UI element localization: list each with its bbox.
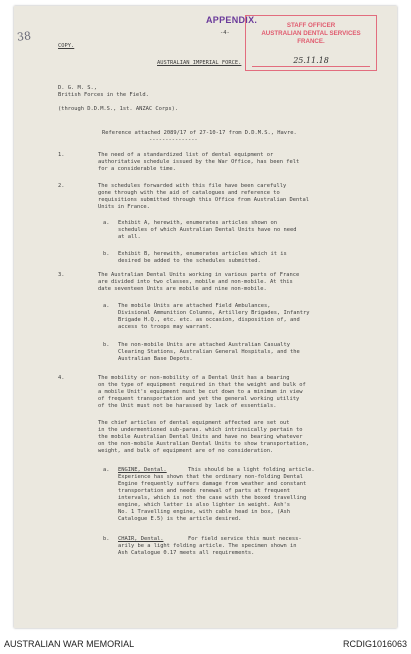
- para-line: requisitions submitted through this Office from Australian Dental: [98, 197, 309, 203]
- reference-rule: ---------------: [149, 137, 198, 143]
- para-line: transportation and needs renewal of parts at frequent: [118, 488, 291, 494]
- para-number: a.: [103, 467, 110, 473]
- para-line: engine, which latter is also lighter in weight. Ash's: [118, 502, 291, 508]
- para-line: The schedules forwarded with this file have been carefully: [98, 183, 287, 189]
- para-line: The chief articles of dental equipment affected are set out: [98, 420, 290, 426]
- document-title: AUSTRALIAN IMPERIAL FORCE.: [157, 60, 242, 66]
- para-number: 1.: [58, 152, 65, 158]
- para-line: in the undermentioned sub-paras. which intrinsically pertain to: [98, 427, 303, 433]
- address-line-1: D. G. M. S.,: [58, 85, 97, 91]
- para-line: a mobile Unit's equipment must be cut down to a minimum in view: [98, 389, 303, 395]
- para-line: desired be added to the schedules submitted.: [118, 258, 261, 264]
- para-heading: CHAIR, Dental.: [118, 536, 164, 542]
- para-line: at all.: [118, 234, 141, 240]
- para-line: The need of a standardized list of dental equipment or: [98, 152, 274, 158]
- para-line: Clearing Stations, Australian General Hospitals, and the: [118, 349, 300, 355]
- reference-line: Reference attached 2089/17 of 27-10-17 from D.D.M.S., Havre.: [102, 130, 297, 136]
- para-line: on the non-mobile Australian Dental Units to show transportation,: [98, 441, 309, 447]
- para-line: Divisional Ammunition Columns, Artillery Brigades, Infantry: [118, 310, 310, 316]
- stamp-line-2: AUSTRALIAN DENTAL SERVICES: [261, 30, 361, 37]
- para-line: arily be a light folding article. The specimen shown in: [118, 543, 297, 549]
- para-line: are divided into two classes, mobile and non-mobile. At this: [98, 279, 293, 285]
- para-line: Brigade H.Q., etc. etc. as occasion, disposition of, and: [118, 317, 300, 323]
- para-line: Australian Base Depots.: [118, 356, 193, 362]
- para-line: of the Unit must not be harassed by lack of essentials.: [98, 403, 277, 409]
- para-line: The mobile Units are attached Field Ambulances,: [118, 303, 271, 309]
- appendix-stamp: APPENDIX.: [206, 15, 258, 25]
- para-number: a.: [103, 220, 110, 226]
- para-number: b.: [103, 536, 110, 542]
- stamp-handwritten-date: 25.11.18: [293, 56, 329, 65]
- para-line: gone through with the aid of catalogues and reference to: [98, 190, 280, 196]
- para-line: This should be a light folding article.: [188, 467, 315, 473]
- para-line: Engine frequently suffers damage from weather and constant: [118, 481, 307, 487]
- stamp-rule: [252, 66, 370, 67]
- pencil-page-number: 38: [16, 29, 32, 44]
- footer-bar: [0, 636, 411, 654]
- para-number: a.: [103, 303, 110, 309]
- stamp-line-1: STAFF OFFICER: [286, 22, 336, 29]
- para-line: Units in France.: [98, 204, 150, 210]
- para-line: Experience has shown that the ordinary non-folding Dental: [118, 474, 303, 480]
- stamp-line-3: FRANCE.: [297, 38, 325, 45]
- para-number: b.: [103, 251, 110, 257]
- para-line: of frequent transportation and yet the general working utility: [98, 396, 300, 402]
- para-number: 3.: [58, 272, 65, 278]
- para-line: The mobility or non-mobility of a Dental Unit has a bearing: [98, 375, 290, 381]
- para-line: The non-mobile Units are attached Australian Casualty: [118, 342, 291, 348]
- para-line: For field service this must necess-: [188, 536, 302, 542]
- para-line: the mobile Australian Dental Units and have no bearing whatever: [98, 434, 303, 440]
- para-line: access to troops may warrant.: [118, 324, 213, 330]
- address-line-2: British Forces in the Field.: [58, 92, 149, 98]
- para-heading: ENGINE, Dental.: [118, 467, 167, 473]
- footer-id: RCDIG1016063: [342, 639, 407, 649]
- address-line-3: (through D.D.M.S., 1st. ANZAC Corps).: [58, 106, 179, 112]
- para-line: Ash Catalogue 0.17 meets all requirements.: [118, 550, 255, 556]
- para-line: authoritative schedule issued by the War Office, has been felt: [98, 159, 300, 165]
- para-line: Catalogue E.5) is the article desired.: [118, 516, 242, 522]
- para-line: intervals, which is not the case with the boxed travelling: [118, 495, 307, 501]
- document-page: [14, 6, 397, 628]
- para-number: b.: [103, 342, 110, 348]
- para-line: schedules of which Australian Dental Units have no need: [118, 227, 297, 233]
- para-line: for a considerable time.: [98, 166, 176, 172]
- footer-credit: AUSTRALIAN WAR MEMORIAL: [4, 639, 135, 649]
- para-line: Exhibit A, herewith, enumerates articles shown on: [118, 220, 278, 226]
- staff-officer-stamp: [245, 15, 377, 71]
- para-line: Exhibit B, herewith, enumerates articles which it is: [118, 251, 287, 257]
- para-line: weight, and bulk of equipment are of no consideration.: [98, 448, 274, 454]
- para-line: date seventeen Units are mobile and nine non-mobile.: [98, 286, 267, 292]
- para-line: on the type of equipment required in that the weight and bulk of: [98, 382, 306, 388]
- para-number: 4.: [58, 375, 65, 381]
- page-number: -4-: [220, 30, 230, 36]
- para-line: The Australian Dental Units working in various parts of France: [98, 272, 300, 278]
- para-number: 2.: [58, 183, 65, 189]
- copy-label: COPY.: [58, 43, 75, 49]
- para-line: No. 1 Travelling engine, with cable head in box, (Ash: [118, 509, 291, 515]
